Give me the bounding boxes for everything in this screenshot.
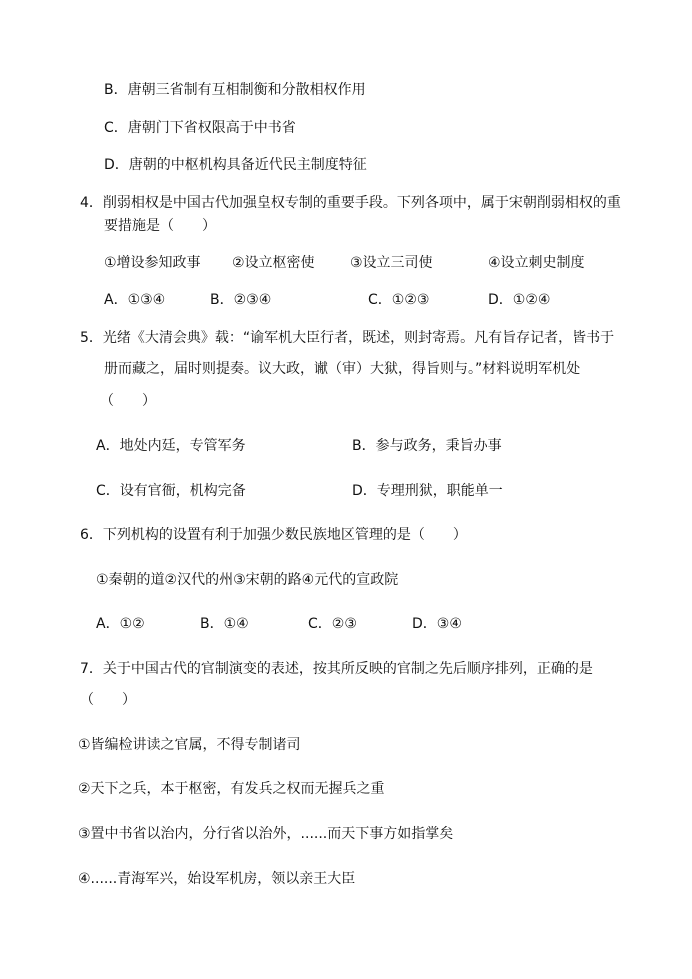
- q6-option-c: C．②③: [308, 616, 357, 632]
- q6-stem: 6．下列机构的设置有利于加强少数民族地区管理的是（ ）: [80, 527, 467, 543]
- q5-stem-line3: （ ）: [100, 393, 156, 409]
- q4-stem-line2: 要措施是（ ）: [104, 218, 216, 234]
- q6-option-b: B．①④: [200, 616, 249, 632]
- q7-item-3: ③置中书省以治内，分行省以治外，......而天下事方如指掌矣: [78, 826, 454, 842]
- q5-stem-line2: 册而藏之，届时则提奏。议大政，谳（审）大狱，得旨则与。”材料说明军机处: [104, 361, 581, 377]
- q3-option-d: D．唐朝的中枢机构具备近代民主制度特征: [104, 157, 367, 173]
- q6-option-a: A．①②: [96, 616, 145, 632]
- q4-option-c: C．①②③: [368, 292, 430, 308]
- q4-item-1: ①增设参知政事: [104, 255, 201, 271]
- q4-option-d: D．①②④: [488, 292, 551, 308]
- q4-item-3: ③设立三司使: [350, 255, 433, 271]
- q4-stem-line1: 4．削弱相权是中国古代加强皇权专制的重要手段。下列各项中，属于宋朝削弱相权的重: [80, 195, 621, 211]
- q4-option-a: A．①③④: [104, 292, 166, 308]
- q7-item-1: ①皆编检讲读之官属，不得专制诸司: [78, 737, 301, 753]
- q7-stem-line1: 7．关于中国古代的官制演变的表述，按其所反映的官制之先后顺序排列，正确的是: [80, 661, 593, 677]
- q5-option-b: B．参与政务，秉旨办事: [352, 438, 502, 454]
- q5-option-c: C．设有官衙，机构完备: [96, 483, 246, 499]
- q4-item-4: ④设立刺史制度: [488, 255, 585, 271]
- q7-item-4: ④......青海军兴，始设军机房，领以亲王大臣: [78, 871, 356, 887]
- q7-stem-line2: （ ）: [80, 692, 136, 708]
- q6-option-d: D．③④: [412, 616, 462, 632]
- q4-option-b: B．②③④: [210, 292, 272, 308]
- q7-item-2: ②天下之兵，本于枢密，有发兵之权而无握兵之重: [78, 781, 385, 797]
- q5-option-d: D．专理刑狱，职能单一: [352, 483, 503, 499]
- q3-option-c: C．唐朝门下省权限高于中书省: [104, 120, 296, 136]
- q5-stem-line1: 5．光绪《大清会典》载：“谕军机大臣行者，既述，则封寄焉。凡有旨存记者，皆书于: [80, 330, 615, 346]
- q6-items: ①秦朝的道②汉代的州③宋朝的路④元代的宣政院: [96, 572, 399, 588]
- q3-option-b: B．唐朝三省制有互相制衡和分散相权作用: [104, 82, 366, 98]
- q4-item-2: ②设立枢密使: [232, 255, 315, 271]
- q5-option-a: A．地处内廷，专管军务: [96, 438, 246, 454]
